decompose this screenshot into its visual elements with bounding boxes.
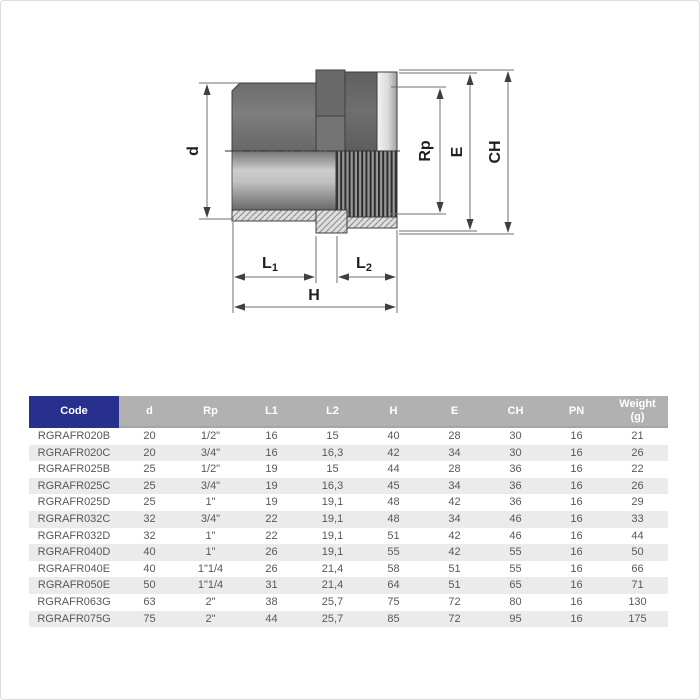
hex-exterior: [345, 72, 377, 151]
spec-table: [29, 396, 668, 627]
cell-value: 71: [631, 579, 644, 592]
fitting-body: [232, 70, 397, 233]
cell-value: 46: [509, 512, 522, 525]
cell-value: 72: [448, 612, 461, 625]
col-header-weight-line2: (g): [630, 411, 645, 423]
cell-value: 65: [509, 579, 522, 592]
col-header-rp: Rp: [180, 396, 241, 427]
cell-value: 2": [205, 612, 216, 625]
cell-value: 85: [387, 612, 400, 625]
cell-value: 44: [631, 529, 644, 542]
cell-value: 19,1: [321, 496, 344, 509]
cell-value: 28: [448, 463, 461, 476]
cell-value: 21,4: [321, 562, 344, 575]
cell-value: 48: [387, 496, 400, 509]
cell-value: 42: [448, 496, 461, 509]
cell-value: 75: [387, 595, 400, 608]
cell-value: 32: [143, 512, 156, 525]
col-header-weight-line1: Weight: [619, 398, 656, 411]
cell-value: 48: [387, 512, 400, 525]
table-row: [29, 528, 668, 545]
cell-value: 175: [628, 612, 647, 625]
collar-upper: [316, 70, 345, 116]
col-header-l1: L1: [241, 396, 302, 427]
cell-value: 3/4": [200, 479, 221, 492]
cell-value: 31: [265, 579, 278, 592]
col-header-code: Code: [29, 396, 119, 427]
cell-value: 19,1: [321, 529, 344, 542]
cell-value: 72: [448, 595, 461, 608]
cell-value: 19,1: [321, 512, 344, 525]
cell-value: 25: [143, 496, 156, 509]
cell-value: 51: [387, 529, 400, 542]
cell-value: 40: [387, 430, 400, 442]
cell-value: 44: [387, 463, 400, 476]
cell-value: 22: [265, 512, 278, 525]
cell-code: RGRAFR025D: [37, 496, 111, 509]
label-ch: CH: [487, 140, 504, 164]
cell-value: 25: [143, 463, 156, 476]
cell-value: 42: [448, 546, 461, 559]
cell-value: 26: [631, 479, 644, 492]
cell-value: 30: [509, 446, 522, 459]
cell-value: 26: [265, 546, 278, 559]
cell-value: 16: [570, 595, 583, 608]
cell-code: RGRAFR025B: [37, 463, 111, 476]
label-l1: L1: [262, 255, 278, 274]
spec-table-header: [29, 396, 668, 427]
cell-value: 38: [265, 595, 278, 608]
wall-hatch-left: [232, 210, 316, 221]
cell-code: RGRAFR032D: [37, 529, 111, 542]
cell-value: 15: [326, 463, 339, 476]
cell-value: 26: [631, 446, 644, 459]
wall-hatch-right: [347, 217, 397, 228]
cell-value: 36: [509, 479, 522, 492]
cell-value: 2": [205, 595, 216, 608]
label-l2: L2: [356, 255, 372, 274]
table-row: [29, 544, 668, 561]
cell-value: 16: [570, 430, 583, 442]
cell-value: 51: [448, 579, 461, 592]
cell-value: 19,1: [321, 546, 344, 559]
col-header-weight: [607, 396, 668, 427]
cell-value: 46: [509, 529, 522, 542]
cell-value: 32: [143, 529, 156, 542]
cell-code: RGRAFR063G: [37, 595, 111, 608]
table-row: [29, 577, 668, 594]
table-row: [29, 478, 668, 495]
cell-value: 58: [387, 562, 400, 575]
label-h: H: [308, 287, 320, 304]
cell-value: 20: [143, 430, 156, 442]
cell-value: 63: [143, 595, 156, 608]
cell-value: 42: [387, 446, 400, 459]
cell-code: RGRAFR020C: [37, 446, 111, 459]
cell-value: 64: [387, 579, 400, 592]
cell-value: 1"1/4: [197, 579, 224, 592]
bore-section: [232, 151, 336, 210]
cell-value: 40: [143, 562, 156, 575]
cell-value: 19: [265, 479, 278, 492]
cell-value: 3/4": [200, 446, 221, 459]
cell-value: 21,4: [321, 579, 344, 592]
cell-value: 51: [448, 562, 461, 575]
label-d: d: [185, 146, 202, 156]
spec-table-body: [29, 427, 668, 627]
cell-value: 25,7: [321, 595, 344, 608]
cell-value: 36: [509, 463, 522, 476]
cell-value: 16: [265, 446, 278, 459]
cell-code: RGRAFR075G: [37, 612, 111, 625]
cell-value: 34: [448, 446, 461, 459]
cell-value: 95: [509, 612, 522, 625]
cell-value: 15: [326, 430, 339, 442]
label-rp: Rp: [417, 140, 434, 162]
table-row: [29, 494, 668, 511]
cell-value: 55: [387, 546, 400, 559]
cell-value: 55: [509, 562, 522, 575]
cell-value: 66: [631, 562, 644, 575]
cell-code: RGRAFR025C: [37, 479, 111, 492]
cell-value: 19: [265, 463, 278, 476]
cell-value: 16: [570, 546, 583, 559]
cell-value: 16: [570, 512, 583, 525]
cell-value: 25: [143, 479, 156, 492]
cell-value: 19: [265, 496, 278, 509]
col-header-pn: PN: [546, 396, 607, 427]
cell-value: 55: [509, 546, 522, 559]
cell-value: 1": [205, 529, 216, 542]
col-header-l2: L2: [302, 396, 363, 427]
cell-value: 22: [631, 463, 644, 476]
table-row: [29, 461, 668, 478]
cell-value: 44: [265, 612, 278, 625]
col-header-ch: CH: [485, 396, 546, 427]
cell-value: 80: [509, 595, 522, 608]
thread-section: [336, 151, 397, 217]
cell-value: 30: [509, 430, 522, 442]
cell-value: 16: [570, 562, 583, 575]
cell-value: 1": [205, 546, 216, 559]
col-header-e: E: [424, 396, 485, 427]
cell-value: 36: [509, 496, 522, 509]
cell-value: 45: [387, 479, 400, 492]
wall-hatch-step: [316, 210, 347, 233]
cell-value: 26: [265, 562, 278, 575]
cell-value: 16,3: [321, 479, 344, 492]
cell-value: 16: [570, 496, 583, 509]
cell-value: 16: [570, 612, 583, 625]
cell-value: 16: [570, 529, 583, 542]
cell-value: 16: [570, 579, 583, 592]
table-row: [29, 561, 668, 578]
table-row: [29, 445, 668, 462]
label-e: E: [449, 146, 466, 158]
cell-code: RGRAFR040D: [37, 546, 111, 559]
table-row: [29, 427, 668, 445]
cell-value: 50: [631, 546, 644, 559]
cell-value: 1"1/4: [197, 562, 224, 575]
table-row: [29, 611, 668, 628]
cell-value: 16,3: [321, 446, 344, 459]
cell-value: 1": [205, 496, 216, 509]
cell-value: 16: [570, 463, 583, 476]
hex-chamfer-band: [377, 72, 397, 151]
cell-code: RGRAFR040E: [37, 562, 111, 575]
spigot-exterior: [232, 83, 316, 151]
col-header-h: H: [363, 396, 424, 427]
cell-value: 16: [570, 446, 583, 459]
cell-value: 34: [448, 479, 461, 492]
cell-value: 42: [448, 529, 461, 542]
cell-value: 1/2": [200, 430, 221, 442]
cell-value: 50: [143, 579, 156, 592]
cell-value: 29: [631, 496, 644, 509]
cell-code: RGRAFR050E: [37, 579, 111, 592]
cell-value: 25,7: [321, 612, 344, 625]
table-row: [29, 594, 668, 611]
cell-value: 34: [448, 512, 461, 525]
col-header-d: d: [119, 396, 180, 427]
table-row: [29, 511, 668, 528]
cell-code: RGRAFR020B: [37, 430, 111, 442]
cell-code: RGRAFR032C: [37, 512, 111, 525]
collar-lower: [316, 116, 345, 151]
cell-value: 3/4": [200, 512, 221, 525]
cell-value: 20: [143, 446, 156, 459]
cell-value: 28: [448, 430, 461, 442]
cell-value: 40: [143, 546, 156, 559]
cell-value: 130: [628, 595, 647, 608]
cell-value: 21: [631, 430, 644, 442]
cell-value: 16: [570, 479, 583, 492]
cell-value: 75: [143, 612, 156, 625]
cell-value: 33: [631, 512, 644, 525]
cell-value: 16: [265, 430, 278, 442]
cell-value: 1/2": [200, 463, 221, 476]
cell-value: 22: [265, 529, 278, 542]
